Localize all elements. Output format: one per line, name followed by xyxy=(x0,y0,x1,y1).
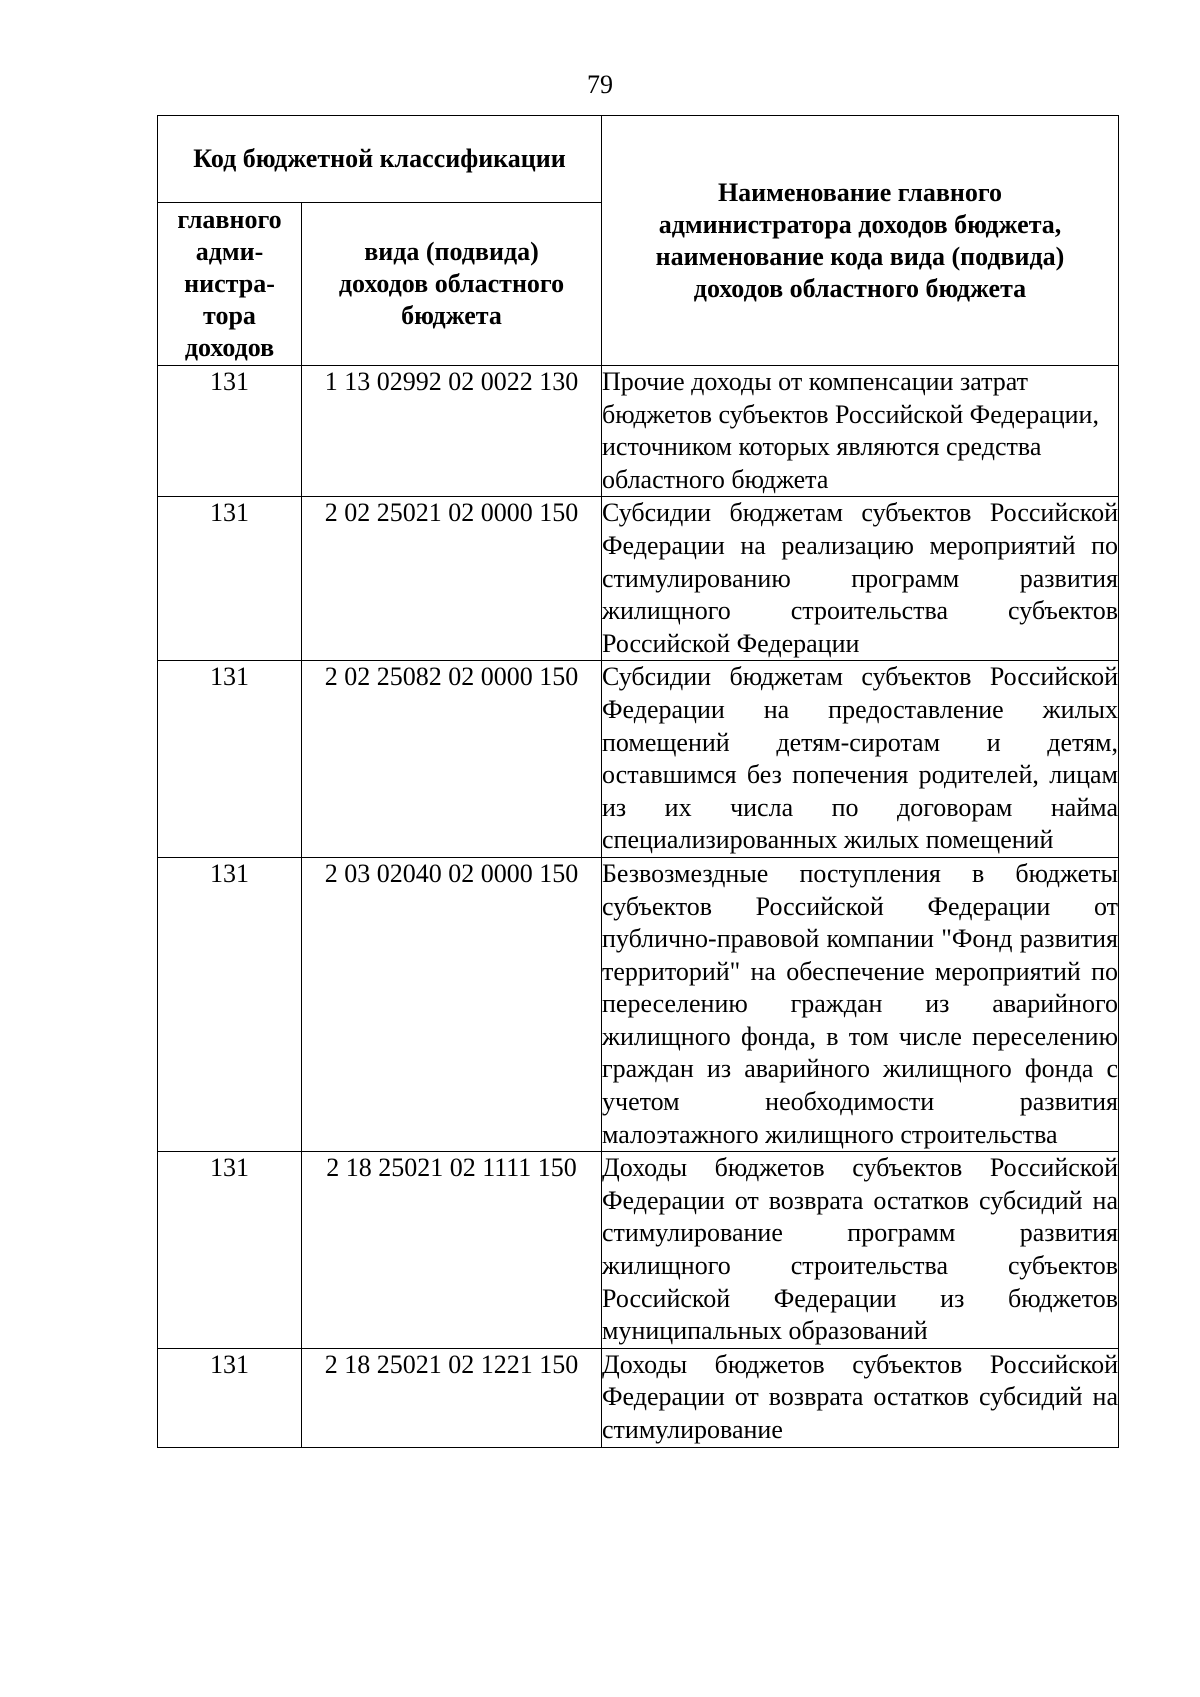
revenue-type-code-header-line: бюджета xyxy=(401,301,502,330)
chief-administrator-header-line: адми- xyxy=(195,237,264,266)
revenue-name-header xyxy=(602,116,1119,366)
revenue-name-cell: Субсидии бюджетам субъектов Российской Федерации на предоставление жилых помещений детям-сиротам и детям, оставшимся без попечения родителей, лицам из их числа по договорам найма специализированных жилых помещений xyxy=(602,661,1119,858)
chief-administrator-header-line: главного xyxy=(177,205,282,234)
revenue-name-cell: Доходы бюджетов субъектов Российской Федерации от возврата остатков субсидий на стимулирование xyxy=(602,1348,1119,1447)
revenue-name-cell: Субсидии бюджетам субъектов Российской Федерации на реализацию мероприятий по стимулированию программ развития жилищного строительства субъектов Российской Федерации xyxy=(602,497,1119,661)
revenue-code-cell: 2 18 25021 02 1221 150 xyxy=(302,1348,602,1447)
table-row xyxy=(158,497,1119,661)
table-row xyxy=(158,1152,1119,1349)
chief-administrator-header-line: нистра- xyxy=(184,269,275,298)
chief-administrator-header-line: доходов xyxy=(184,333,275,362)
revenue-code-cell: 1 13 02992 02 0022 130 xyxy=(302,366,602,497)
admin-code-cell: 131 xyxy=(158,1348,302,1447)
budget-classification-code-header: Код бюджетной классификации xyxy=(158,116,602,203)
revenue-name-cell: Доходы бюджетов субъектов Российской Федерации от возврата остатков субсидий на стимулирование программ развития жилищного строительства субъектов Российской Федерации из бюджетов муниципальных образований xyxy=(602,1152,1119,1349)
chief-administrator-header xyxy=(158,203,302,366)
admin-code-cell: 131 xyxy=(158,857,302,1151)
revenue-name-header-line: доходов областного бюджета xyxy=(693,273,1027,303)
revenue-name-header-line: Наименование главного xyxy=(717,177,1003,207)
revenue-name-header-line: наименование кода вида (подвида) xyxy=(655,241,1065,271)
admin-code-cell: 131 xyxy=(158,497,302,661)
revenue-type-code-header-line: доходов областного xyxy=(338,269,565,298)
revenue-code-cell: 2 02 25021 02 0000 150 xyxy=(302,497,602,661)
admin-code-cell: 131 xyxy=(158,1152,302,1349)
revenue-name-header-line: администратора доходов бюджета, xyxy=(658,209,1062,239)
revenue-code-cell: 2 02 25082 02 0000 150 xyxy=(302,661,602,858)
revenue-type-code-header xyxy=(302,203,602,366)
revenue-name-cell: Безвозмездные поступления в бюджеты субъектов Российской Федерации от публично-правовой компании "Фонд развития территорий" на обеспечение мероприятий по переселению граждан из аварийного жилищного фонда, в том числе переселению граждан из аварийного жилищного фонда с учетом необходимости развития малоэтажного жилищного строительства xyxy=(602,857,1119,1151)
revenue-code-cell: 2 18 25021 02 1111 150 xyxy=(302,1152,602,1349)
admin-code-cell: 131 xyxy=(158,661,302,858)
chief-administrator-header-line: тора xyxy=(203,301,256,330)
table-row xyxy=(158,661,1119,858)
revenue-code-cell: 2 03 02040 02 0000 150 xyxy=(302,857,602,1151)
page-number: 79 xyxy=(587,70,613,99)
admin-code-cell: 131 xyxy=(158,366,302,497)
budget-classification-table xyxy=(157,115,1119,1448)
table-row xyxy=(158,366,1119,497)
revenue-type-code-header-line: вида (подвида) xyxy=(364,237,539,266)
table-row xyxy=(158,857,1119,1151)
table-row xyxy=(158,1348,1119,1447)
revenue-name-cell: Прочие доходы от компенсации затрат бюджетов субъектов Российской Федерации, источником которых являются средства областного бюджета xyxy=(602,366,1119,497)
